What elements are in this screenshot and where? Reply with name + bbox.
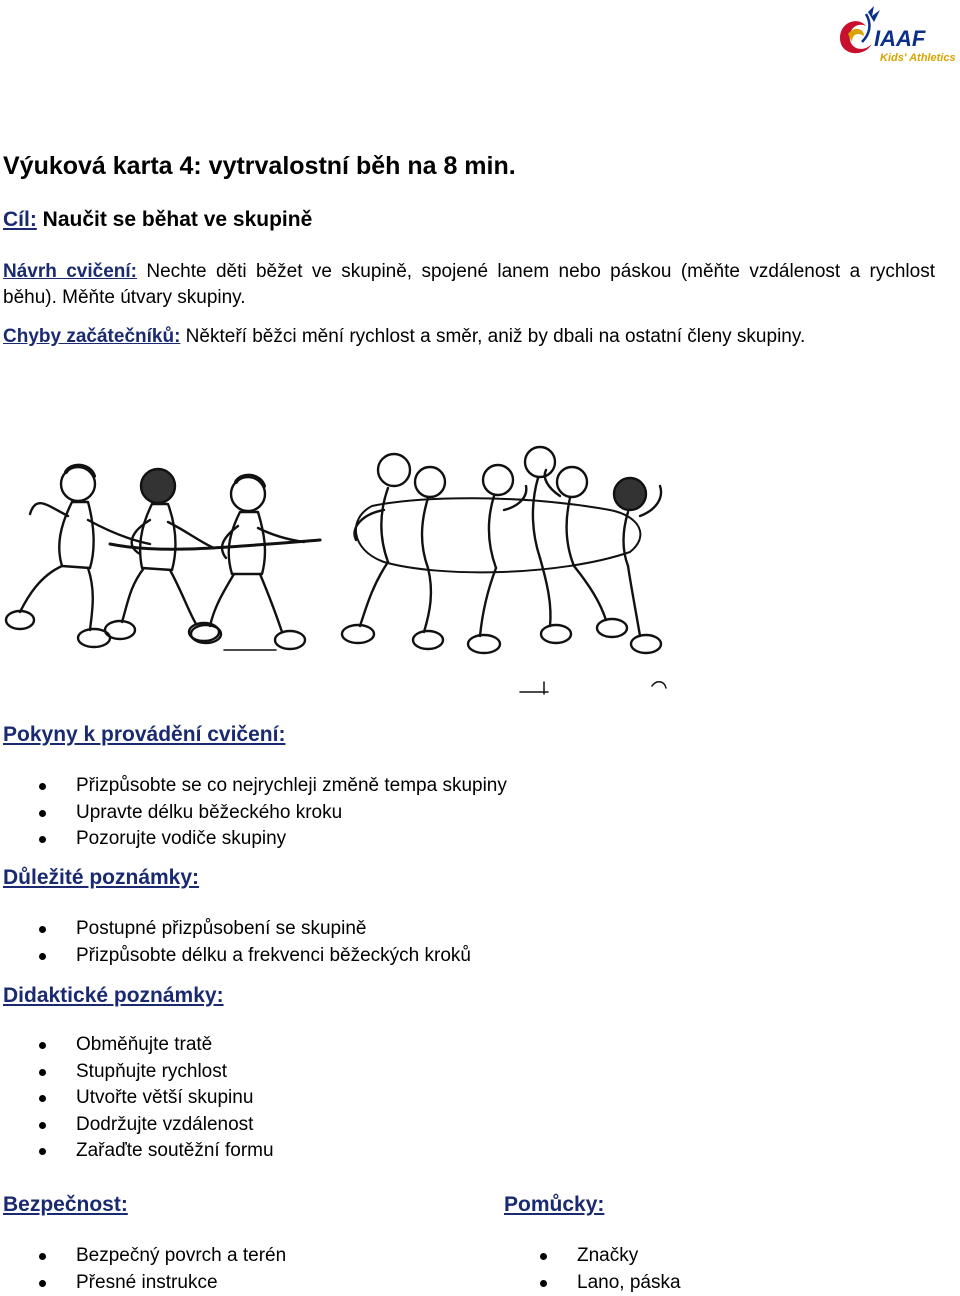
logo-brand-text: IAAF bbox=[874, 26, 926, 51]
exercise-label: Návrh cvičení: bbox=[3, 261, 137, 282]
safety-list bbox=[3, 1243, 286, 1296]
important-notes-list bbox=[3, 916, 471, 969]
equipment-heading: Pomůcky: bbox=[504, 1193, 605, 1216]
list-item: Dodržujte vzdálenost bbox=[3, 1112, 274, 1139]
running-group-illustration bbox=[0, 436, 680, 702]
list-item: Přizpůsobte se co nejrychleji změně tempa skupiny bbox=[3, 773, 507, 800]
list-item: Bezpečný povrch a terén bbox=[3, 1243, 286, 1270]
list-item: Postupné přizpůsobení se skupině bbox=[3, 916, 471, 943]
goal-label: Cíl: bbox=[3, 208, 37, 231]
important-notes-heading: Důležité poznámky: bbox=[3, 866, 200, 889]
instructions-list bbox=[3, 773, 507, 853]
iaaf-kids-athletics-logo bbox=[828, 4, 956, 66]
list-item: Zařaďte soutěžní formu bbox=[3, 1138, 274, 1165]
goal-text: Naučit se běhat ve skupině bbox=[36, 208, 313, 231]
list-item: Značky bbox=[504, 1243, 681, 1270]
list-item: Přesné instrukce bbox=[3, 1270, 286, 1296]
didactic-notes-heading: Didaktické poznámky: bbox=[3, 984, 224, 1007]
list-item: Lano, páska bbox=[504, 1270, 681, 1296]
didactic-notes-list bbox=[3, 1032, 274, 1165]
list-item: Utvořte větší skupinu bbox=[3, 1085, 274, 1112]
list-item: Pozorujte vodiče skupiny bbox=[3, 826, 507, 853]
exercise-text: Nechte děti běžet ve skupině, spojené lanem nebo páskou (měňte vzdálenost a rychlost běhu). Měňte útvary skupiny. bbox=[3, 261, 935, 308]
equipment-list bbox=[504, 1243, 681, 1296]
beginner-errors-label: Chyby začátečníků: bbox=[3, 326, 181, 347]
list-item: Obměňujte tratě bbox=[3, 1032, 274, 1059]
beginner-errors-paragraph bbox=[3, 324, 935, 350]
page-title: Výuková karta 4: vytrvalostní běh na 8 min. bbox=[3, 152, 516, 180]
list-item: Stupňujte rychlost bbox=[3, 1059, 274, 1086]
logo-tagline-text: Kids' Athletics bbox=[880, 52, 956, 64]
beginner-errors-text: Někteří běžci mění rychlost a směr, aniž by dbali na ostatní členy skupiny. bbox=[180, 326, 806, 347]
safety-heading: Bezpečnost: bbox=[3, 1193, 128, 1216]
list-item: Upravte délku běžeckého kroku bbox=[3, 800, 507, 827]
running-children-icon bbox=[0, 436, 680, 702]
instructions-heading: Pokyny k provádění cvičení: bbox=[3, 723, 286, 746]
exercise-paragraph bbox=[3, 259, 935, 311]
goal-line bbox=[3, 206, 312, 234]
list-item: Přizpůsobte délku a frekvenci běžeckých kroků bbox=[3, 943, 471, 970]
